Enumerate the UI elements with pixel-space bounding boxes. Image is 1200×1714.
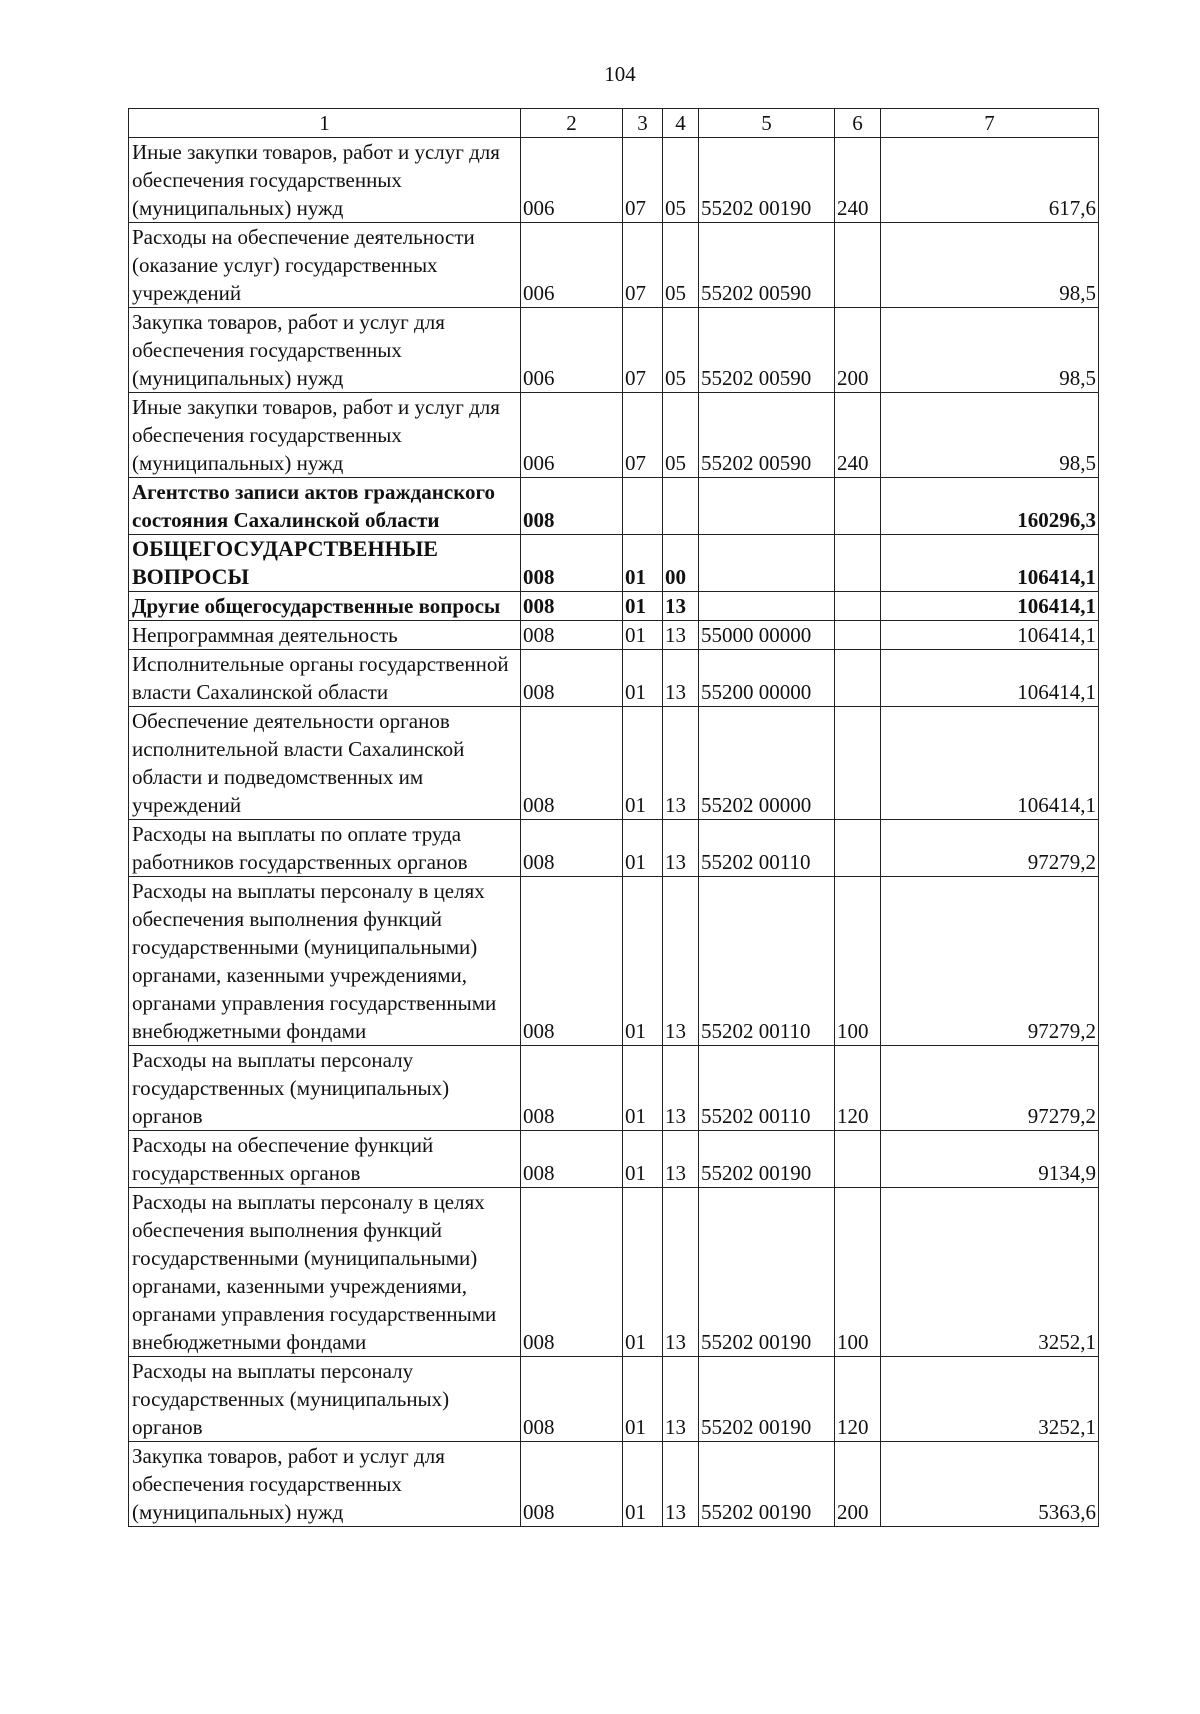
- target-article-code-cell: 55200 00000: [699, 650, 835, 707]
- expense-type-code-cell: 100: [835, 877, 881, 1046]
- section-code-cell: 01: [623, 707, 663, 820]
- expense-name-cell: Расходы на выплаты персоналу в целях обеспечения выполнения функций государственными (муниципальными) органами, казенными учреждениями, органами управления государственными внебюджетными фондами: [129, 1188, 521, 1357]
- table-row: [129, 1357, 1099, 1442]
- subsection-code-cell: 13: [663, 877, 699, 1046]
- expense-type-code-cell: [835, 621, 881, 650]
- target-article-code-cell: 55202 00190: [699, 138, 835, 223]
- expense-type-code-cell: [835, 650, 881, 707]
- target-article-code-cell: 55202 00110: [699, 1046, 835, 1131]
- amount-cell: 3252,1: [881, 1188, 1099, 1357]
- amount-cell: 98,5: [881, 308, 1099, 393]
- expense-type-code-cell: 240: [835, 393, 881, 478]
- column-header: 2: [521, 109, 623, 138]
- ministry-code-cell: 008: [521, 650, 623, 707]
- page-number: 104: [604, 62, 636, 86]
- expense-type-code-cell: [835, 223, 881, 308]
- column-header: 4: [663, 109, 699, 138]
- table-row: [129, 877, 1099, 1046]
- amount-cell: 106414,1: [881, 650, 1099, 707]
- ministry-code-cell: 006: [521, 223, 623, 308]
- ministry-code-cell: 008: [521, 1442, 623, 1527]
- amount-cell: 106414,1: [881, 621, 1099, 650]
- expense-name-cell: Другие общегосударственные вопросы: [129, 592, 521, 621]
- table-row: [129, 138, 1099, 223]
- expense-name-cell: Закупка товаров, работ и услуг для обеспечения государственных (муниципальных) нужд: [129, 308, 521, 393]
- table-row: [129, 592, 1099, 621]
- table-row: [129, 478, 1099, 535]
- ministry-code-cell: 006: [521, 308, 623, 393]
- table-row: [129, 1188, 1099, 1357]
- table-row: [129, 621, 1099, 650]
- table-body: [129, 109, 1099, 1527]
- target-article-code-cell: 55202 00190: [699, 1131, 835, 1188]
- expense-name-cell: Расходы на выплаты персоналу в целях обеспечения выполнения функций государственными (муниципальными) органами, казенными учреждениями, органами управления государственными внебюджетными фондами: [129, 877, 521, 1046]
- section-code-cell: 01: [623, 535, 663, 592]
- subsection-code-cell: 00: [663, 535, 699, 592]
- target-article-code-cell: 55202 00190: [699, 1442, 835, 1527]
- ministry-code-cell: 008: [521, 1188, 623, 1357]
- expense-type-code-cell: [835, 592, 881, 621]
- ministry-code-cell: 006: [521, 138, 623, 223]
- target-article-code-cell: 55202 00110: [699, 820, 835, 877]
- section-code-cell: 01: [623, 1131, 663, 1188]
- table-row: [129, 1131, 1099, 1188]
- amount-cell: 106414,1: [881, 535, 1099, 592]
- ministry-code-cell: 008: [521, 1046, 623, 1131]
- column-header: 6: [835, 109, 881, 138]
- table-row: [129, 1046, 1099, 1131]
- expense-name-cell: Агентство записи актов гражданского состояния Сахалинской области: [129, 478, 521, 535]
- budget-table: [128, 108, 1099, 1527]
- column-header: 7: [881, 109, 1099, 138]
- target-article-code-cell: [699, 592, 835, 621]
- table-row: [129, 308, 1099, 393]
- expense-name-cell: Обеспечение деятельности органов исполнительной власти Сахалинской области и подведомственных им учреждений: [129, 707, 521, 820]
- target-article-code-cell: 55202 00590: [699, 393, 835, 478]
- subsection-code-cell: 05: [663, 223, 699, 308]
- target-article-code-cell: 55202 00110: [699, 877, 835, 1046]
- amount-cell: 617,6: [881, 138, 1099, 223]
- amount-cell: 98,5: [881, 223, 1099, 308]
- ministry-code-cell: 006: [521, 393, 623, 478]
- amount-cell: 9134,9: [881, 1131, 1099, 1188]
- section-code-cell: 07: [623, 138, 663, 223]
- ministry-code-cell: 008: [521, 592, 623, 621]
- section-code-cell: 01: [623, 650, 663, 707]
- expense-type-code-cell: 120: [835, 1046, 881, 1131]
- ministry-code-cell: 008: [521, 820, 623, 877]
- expense-name-cell: Иные закупки товаров, работ и услуг для обеспечения государственных (муниципальных) нужд: [129, 393, 521, 478]
- expense-name-cell: Расходы на обеспечение деятельности (оказание услуг) государственных учреждений: [129, 223, 521, 308]
- section-code-cell: 01: [623, 1357, 663, 1442]
- expense-name-cell: Расходы на выплаты персоналу государственных (муниципальных) органов: [129, 1046, 521, 1131]
- target-article-code-cell: 55202 00590: [699, 223, 835, 308]
- expense-type-code-cell: [835, 1131, 881, 1188]
- section-code-cell: 07: [623, 223, 663, 308]
- amount-cell: 5363,6: [881, 1442, 1099, 1527]
- section-code-cell: 07: [623, 308, 663, 393]
- expense-type-code-cell: [835, 478, 881, 535]
- expense-name-cell: ОБЩЕГОСУДАРСТВЕННЫЕ ВОПРОСЫ: [129, 535, 521, 592]
- amount-cell: 97279,2: [881, 1046, 1099, 1131]
- subsection-code-cell: 13: [663, 1046, 699, 1131]
- section-code-cell: 01: [623, 592, 663, 621]
- table-row: [129, 650, 1099, 707]
- expense-type-code-cell: [835, 707, 881, 820]
- expense-name-cell: Непрограммная деятельность: [129, 621, 521, 650]
- subsection-code-cell: 05: [663, 393, 699, 478]
- column-header: 1: [129, 109, 521, 138]
- ministry-code-cell: 008: [521, 535, 623, 592]
- subsection-code-cell: 13: [663, 1357, 699, 1442]
- subsection-code-cell: 13: [663, 592, 699, 621]
- ministry-code-cell: 008: [521, 478, 623, 535]
- target-article-code-cell: 55202 00190: [699, 1188, 835, 1357]
- amount-cell: 98,5: [881, 393, 1099, 478]
- table-row: [129, 1442, 1099, 1527]
- target-article-code-cell: 55202 00190: [699, 1357, 835, 1442]
- subsection-code-cell: 13: [663, 650, 699, 707]
- subsection-code-cell: 13: [663, 820, 699, 877]
- expense-name-cell: Иные закупки товаров, работ и услуг для обеспечения государственных (муниципальных) нужд: [129, 138, 521, 223]
- table-row: [129, 393, 1099, 478]
- subsection-code-cell: 13: [663, 1442, 699, 1527]
- amount-cell: 3252,1: [881, 1357, 1099, 1442]
- table-row: [129, 820, 1099, 877]
- subsection-code-cell: 13: [663, 621, 699, 650]
- section-code-cell: 01: [623, 877, 663, 1046]
- amount-cell: 106414,1: [881, 707, 1099, 820]
- column-header: 5: [699, 109, 835, 138]
- section-code-cell: [623, 478, 663, 535]
- amount-cell: 106414,1: [881, 592, 1099, 621]
- expense-name-cell: Исполнительные органы государственной власти Сахалинской области: [129, 650, 521, 707]
- expense-type-code-cell: [835, 535, 881, 592]
- section-code-cell: 01: [623, 1442, 663, 1527]
- ministry-code-cell: 008: [521, 1357, 623, 1442]
- target-article-code-cell: 55202 00590: [699, 308, 835, 393]
- subsection-code-cell: [663, 478, 699, 535]
- expense-name-cell: Расходы на обеспечение функций государственных органов: [129, 1131, 521, 1188]
- expense-type-code-cell: 120: [835, 1357, 881, 1442]
- table-row: [129, 223, 1099, 308]
- amount-cell: 97279,2: [881, 877, 1099, 1046]
- subsection-code-cell: 13: [663, 707, 699, 820]
- amount-cell: 97279,2: [881, 820, 1099, 877]
- amount-cell: 160296,3: [881, 478, 1099, 535]
- subsection-code-cell: 05: [663, 138, 699, 223]
- ministry-code-cell: 008: [521, 621, 623, 650]
- expense-type-code-cell: [835, 820, 881, 877]
- expense-type-code-cell: 100: [835, 1188, 881, 1357]
- table-row: [129, 535, 1099, 592]
- column-header: 3: [623, 109, 663, 138]
- subsection-code-cell: 13: [663, 1131, 699, 1188]
- ministry-code-cell: 008: [521, 877, 623, 1046]
- table-row: [129, 707, 1099, 820]
- target-article-code-cell: [699, 478, 835, 535]
- section-code-cell: 01: [623, 820, 663, 877]
- ministry-code-cell: 008: [521, 707, 623, 820]
- target-article-code-cell: [699, 535, 835, 592]
- expense-name-cell: Расходы на выплаты персоналу государственных (муниципальных) органов: [129, 1357, 521, 1442]
- expense-type-code-cell: 200: [835, 308, 881, 393]
- section-code-cell: 01: [623, 1046, 663, 1131]
- target-article-code-cell: 55000 00000: [699, 621, 835, 650]
- section-code-cell: 01: [623, 1188, 663, 1357]
- expense-type-code-cell: 240: [835, 138, 881, 223]
- section-code-cell: 07: [623, 393, 663, 478]
- expense-type-code-cell: 200: [835, 1442, 881, 1527]
- target-article-code-cell: 55202 00000: [699, 707, 835, 820]
- expense-name-cell: Закупка товаров, работ и услуг для обеспечения государственных (муниципальных) нужд: [129, 1442, 521, 1527]
- subsection-code-cell: 13: [663, 1188, 699, 1357]
- column-number-row: [129, 109, 1099, 138]
- subsection-code-cell: 05: [663, 308, 699, 393]
- ministry-code-cell: 008: [521, 1131, 623, 1188]
- expense-name-cell: Расходы на выплаты по оплате труда работников государственных органов: [129, 820, 521, 877]
- section-code-cell: 01: [623, 621, 663, 650]
